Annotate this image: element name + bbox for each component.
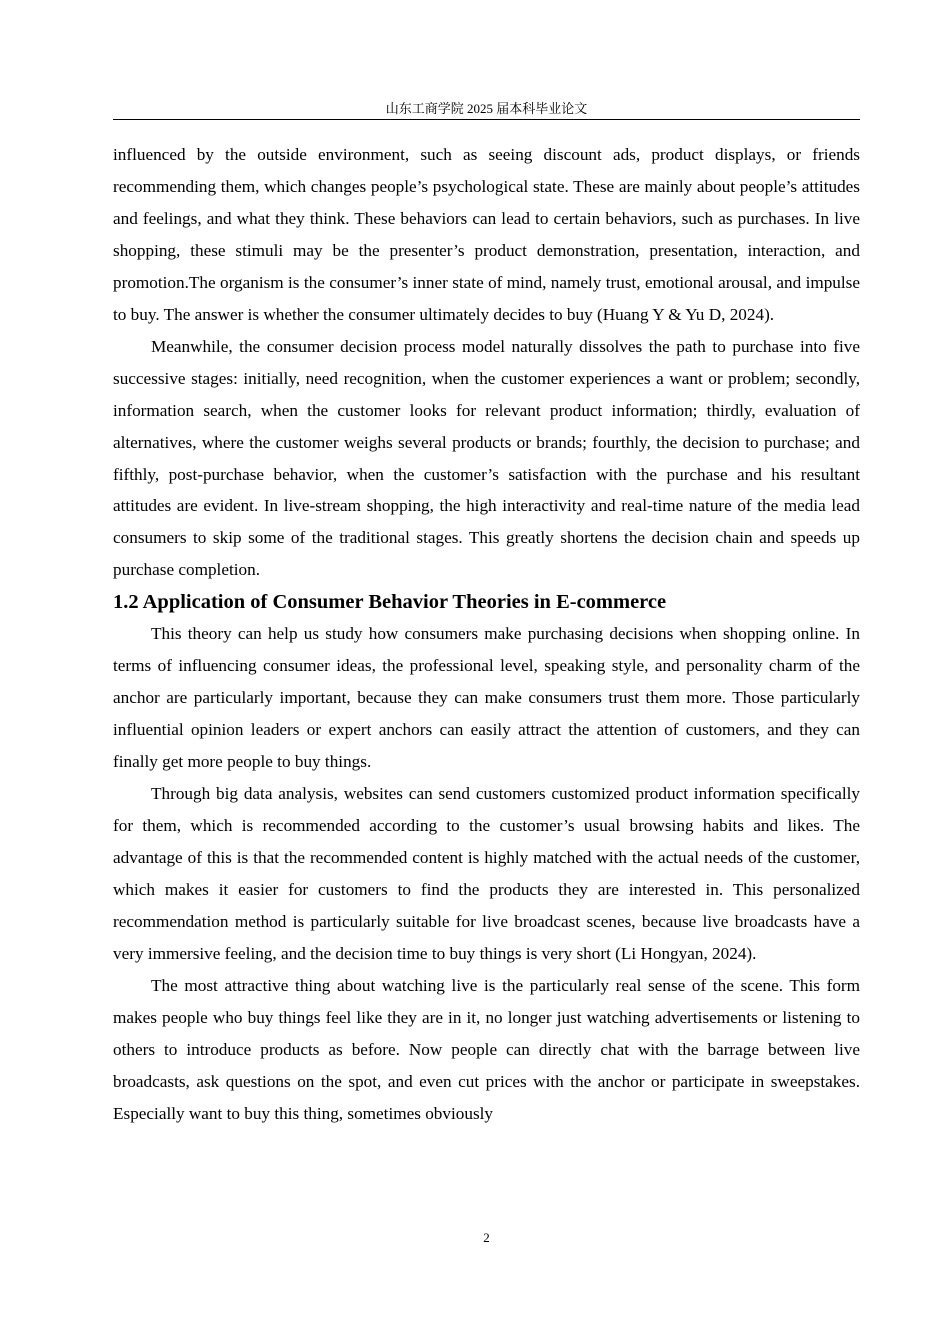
- paragraph-continuation: influenced by the outside environment, such as seeing discount ads, product displays, or friends recommending them, which changes people’s psychological state. These are mainly about people’s attitudes and feelings, and what they think. These behaviors can lead to certain behaviors, such as purchases. In live shopping, these stimuli may be the presenter’s product demonstration, presentation, interaction, and promotion.The organism is the consumer’s inner state of mind, namely trust, emotional arousal, and impulse to buy. The answer is whether the consumer ultimately decides to buy (Huang Y & Yu D, 2024).: [113, 145, 860, 324]
- running-header: 山东工商学院 2025 届本科毕业论文: [385, 101, 588, 116]
- paragraph-anchor-influence: This theory can help us study how consumers make purchasing decisions when shopping online. In terms of influencing consumer ideas, the professional level, speaking style, and personality charm of the anchor are particularly important, because they can make consumers trust them more. Those particularly influential opinion leaders or expert anchors can easily attract the attention of customers, and they can finally get more people to buy things.: [113, 624, 860, 772]
- body-text: [113, 139, 860, 1130]
- paragraph-decision-process: Meanwhile, the consumer decision process model naturally dissolves the path to purchase into five successive stages: initially, need recognition, when the customer experiences a want or problem; secondly, information search, when the customer looks for relevant product information; thirdly, evaluation of alternatives, where the customer weighs several products or brands; fourthly, the decision to purchase; and fifthly, post-purchase behavior, when the customer’s satisfaction with the purchase and his resultant attitudes are evident. In live-stream shopping, the high interactivity and real-time nature of the media lead consumers to skip some of the traditional stages. This greatly shortens the decision chain and speeds up purchase completion.: [113, 336, 860, 580]
- paragraph-live-scene: The most attractive thing about watching live is the particularly real sense of the scene. This form makes people who buy things feel like they are in it, no longer just watching advertisements or listening to others to introduce products as before. Now people can directly chat with the barrage between live broadcasts, ask questions on the spot, and even cut prices with the anchor or participate in sweepstakes. Especially want to buy this thing, sometimes obviously: [113, 975, 860, 1123]
- header-rule: [113, 119, 860, 120]
- section-heading: 1.2 Application of Consumer Behavior Theories in E-commerce: [113, 591, 667, 614]
- paragraph-big-data: Through big data analysis, websites can send customers customized product information specifically for them, which is recommended according to the customer’s usual browsing habits and likes. The advantage of this is that the recommended content is highly matched with the actual needs of the customer, which makes it easier for customers to find the products they are interested in. This personalized recommendation method is particularly suitable for live broadcast scenes, because live broadcasts have a very immersive feeling, and the decision time to buy things is very short (Li Hongyan, 2024).: [113, 784, 860, 963]
- page-number: 2: [483, 1230, 490, 1245]
